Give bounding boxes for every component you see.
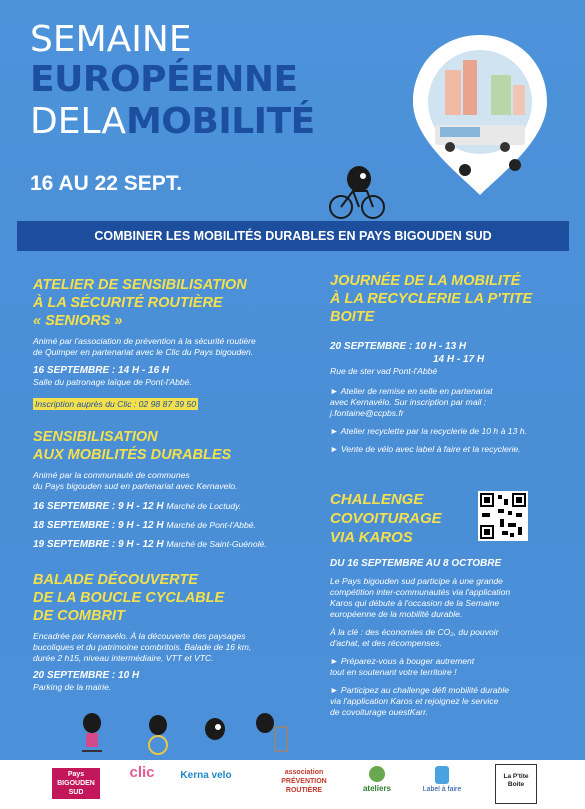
- section-heading: [33, 571, 313, 625]
- section-heading: [33, 428, 313, 464]
- text-line: Animé par l'association de prévention à la sécurité routière: [33, 336, 256, 346]
- heading-line: JOURNÉE DE LA MOBILITÉ: [330, 273, 521, 289]
- section-description: [33, 336, 313, 358]
- heading-line: DE COMBRIT: [33, 608, 125, 624]
- heading-line: CHALLENGE: [330, 491, 424, 508]
- bullet-item: ► Vente de vélo avec label à faire et la recyclerie.: [330, 444, 521, 454]
- heading-line: DE LA BOUCLE CYCLABLE: [33, 590, 225, 606]
- banner: COMBINER LES MOBILITÉS DURABLES EN PAYS BIGOUDEN SUD: [17, 221, 569, 251]
- heading-line: AUX MOBILITÉS DURABLES: [33, 447, 232, 463]
- challenge-dates: DU 16 SEPTEMBRE AU 8 OCTOBRE: [330, 558, 502, 569]
- section-heading: [33, 276, 313, 330]
- market-date: 18 SEPTEMBRE : 9 H - 12 H Marché de Pont-l'Abbé.: [33, 520, 256, 531]
- event-date: 20 SEPTEMBRE : 10 H - 13 H: [330, 341, 467, 352]
- title-de-la: DELA: [30, 101, 126, 142]
- heading-line: À LA SÉCURITÉ ROUTIÈRE: [33, 295, 223, 311]
- text-line: durée 2 h15, niveau intermédiaire, VTT et VTC.: [33, 653, 214, 663]
- event-dates: 16 AU 22 SEPT.: [30, 172, 183, 195]
- text-line: de Quimper en partenariat avec le Clic du Pays bigouden.: [33, 347, 254, 357]
- title-line-3: [30, 101, 315, 146]
- text-line: européenne de la mobilité durable.: [330, 609, 463, 619]
- text-line: Encadrée par Kernavélo. À la découverte des paysages: [33, 631, 246, 641]
- market-date: 19 SEPTEMBRE : 9 H - 12 H Marché de Saint-Guénolé.: [33, 539, 267, 550]
- title-line-2: EUROPÉENNE: [30, 59, 298, 100]
- title-line-1: SEMAINE: [30, 19, 192, 60]
- cyclist-mascot-icon: [327, 163, 387, 221]
- market-date: 16 SEPTEMBRE : 9 H - 12 H Marché de Loctudy.: [33, 501, 242, 512]
- logo-ateliers: ateliers: [355, 766, 399, 793]
- text-line: Le Pays bigouden sud participe à une grande: [330, 576, 503, 586]
- heading-line: ATELIER DE SENSIBILISATION: [33, 277, 247, 293]
- bullet-item: ► Préparez-vous à bouger autrement tout en soutenant votre territoire !: [330, 656, 475, 677]
- heading-line: À LA RECYCLERIE LA P'TITE: [330, 291, 533, 307]
- section-securite-routiere: [33, 276, 313, 412]
- logo-kernavelo: Kerna velo: [180, 770, 232, 781]
- text-line: Animé par la communauté de communes: [33, 470, 190, 480]
- logo-clic: clic: [129, 764, 155, 781]
- bullet-item: ► Atelier de remise en selle en partenariat avec Kernavélo. Sur inscription par mail : j.fontaine@ccpbs.fr: [330, 386, 493, 418]
- text-line: d'achat, et des récompenses.: [330, 638, 442, 648]
- section-balade-combrit: [33, 571, 313, 693]
- section-covoiturage: [330, 490, 475, 547]
- section-heading: [330, 490, 475, 547]
- section-reward: [330, 627, 575, 649]
- logo-ptite-boite: La P'tite Boite: [495, 764, 537, 804]
- text-line: du Pays bigouden sud en partenariat avec Kernavelo.: [33, 481, 238, 491]
- title-mobilite: MOBILITÉ: [125, 101, 315, 142]
- event-date-2: 14 H - 17 H: [433, 354, 485, 365]
- section-description: [33, 470, 313, 492]
- logo-prevention-routiere: association PRÉVENTION ROUTIÈRE: [281, 769, 327, 794]
- heading-line: COVOITURAGE: [330, 510, 442, 527]
- event-date: 20 SEPTEMBRE : 10 H: [33, 670, 140, 681]
- map-pin-illustration: [405, 30, 555, 200]
- section-mobilites-durables: [33, 428, 313, 551]
- heading-line: BOITE: [330, 309, 375, 325]
- text-line: bucoliques et du patrimoine combritois. Balade de 16 km,: [33, 642, 252, 652]
- heading-line: SENSIBILISATION: [33, 429, 158, 445]
- heading-line: « SENIORS »: [33, 313, 123, 329]
- section-covoiturage-details: [330, 557, 575, 718]
- section-description: [33, 631, 313, 664]
- event-date: 16 SEPTEMBRE : 14 H - 16 H: [33, 365, 170, 376]
- event-place: Parking de la mairie.: [33, 682, 112, 692]
- section-heading: [330, 272, 575, 326]
- inscription-highlight: Inscription auprès du Clic : 02 98 87 39 50: [35, 399, 196, 409]
- event-place: Rue de ster vad Pont-l'Abbé: [330, 366, 438, 376]
- qr-code-icon[interactable]: [478, 491, 528, 541]
- logo-pays-bigouden: Pays BIGOUDEN SUD: [52, 768, 100, 799]
- bullet-item: ► Atelier recyclette par la recyclerie de 10 h à 13 h.: [330, 426, 527, 436]
- text-line: Karos qui débute à l'occasion de la Semaine: [330, 598, 500, 608]
- mascots-illustration: [80, 705, 300, 755]
- section-description: [330, 576, 575, 620]
- partner-logos: [0, 760, 585, 809]
- heading-line: VIA KAROS: [330, 529, 413, 546]
- event-title: [30, 19, 315, 146]
- bullet-item: ► Participez au challenge défi mobilité durable via l'application Karos et rejoignez le service de covoiturage ouestKarr.: [330, 685, 510, 717]
- text-line: compétition inter-communautés via l'application: [330, 587, 511, 597]
- logo-label: Label à faire: [420, 766, 464, 793]
- text-line: À la clé : des économies de CO₂, du pouvoir: [330, 627, 499, 637]
- event-place: Salle du patronage laïque de Pont-l'Abbé.: [33, 377, 192, 387]
- section-journee-mobilite: [330, 272, 575, 455]
- heading-line: BALADE DÉCOUVERTE: [33, 572, 198, 588]
